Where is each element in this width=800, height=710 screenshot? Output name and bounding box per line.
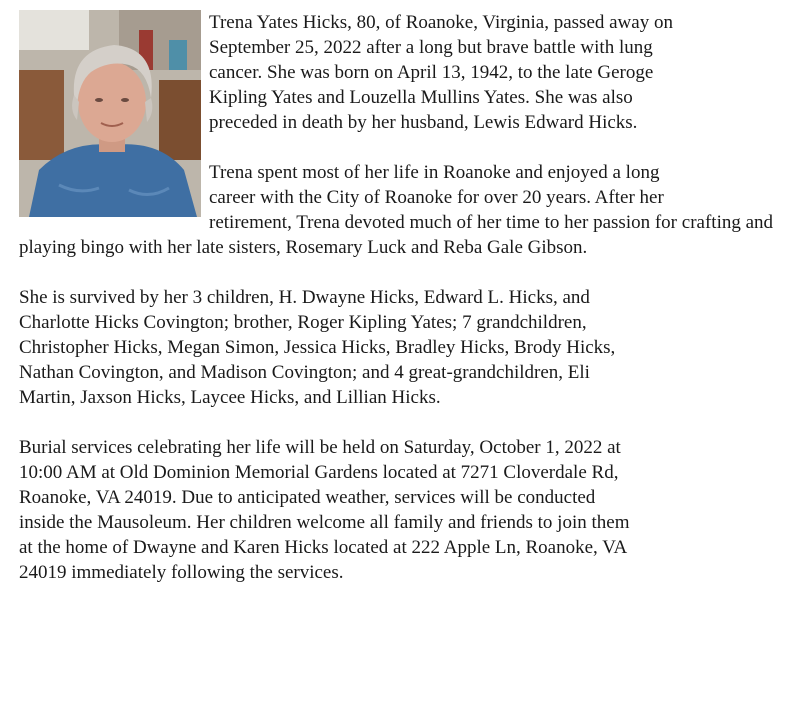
text-line: Trena spent most of her life in Roanoke and enjoyed a long	[209, 162, 660, 183]
text-line: Charlotte Hicks Covington; brother, Roger Kipling Yates; 7 grandchildren,	[19, 312, 587, 333]
paragraph-survivors	[19, 285, 787, 410]
text-line: Burial services celebrating her life will be held on Saturday, October 1, 2022 at	[19, 437, 621, 458]
text-line: Martin, Jaxson Hicks, Laycee Hicks, and Lillian Hicks.	[19, 387, 441, 408]
portrait-photo	[19, 10, 201, 217]
portrait-image	[19, 10, 201, 217]
text-line: retirement, Trena devoted much of her time to her passion for crafting and	[209, 212, 774, 233]
text-line: at the home of Dwayne and Karen Hicks located at 222 Apple Ln, Roanoke, VA	[19, 537, 628, 558]
text-line: Roanoke, VA 24019. Due to anticipated weather, services will be conducted	[19, 487, 596, 508]
text-line: playing bingo with her late sisters, Rosemary Luck and Reba Gale Gibson.	[19, 237, 588, 258]
text-line: September 25, 2022 after a long but brave battle with lung	[209, 37, 653, 58]
text-line: preceded in death by her husband, Lewis Edward Hicks.	[209, 112, 638, 133]
obituary	[19, 10, 787, 610]
text-line: career with the City of Roanoke for over 20 years. After her	[209, 187, 664, 208]
text-line: inside the Mausoleum. Her children welcome all family and friends to join them	[19, 512, 630, 533]
text-line: 24019 immediately following the services.	[19, 562, 344, 583]
text-line: 10:00 AM at Old Dominion Memorial Gardens located at 7271 Cloverdale Rd,	[19, 462, 619, 483]
paragraph-services	[19, 435, 787, 585]
text-line: Trena Yates Hicks, 80, of Roanoke, Virginia, passed away on	[209, 12, 673, 33]
text-line: cancer. She was born on April 13, 1942, to the late Geroge	[209, 62, 654, 83]
text-line: Nathan Covington, and Madison Covington; and 4 great-grandchildren, Eli	[19, 362, 590, 383]
text-line: She is survived by her 3 children, H. Dwayne Hicks, Edward L. Hicks, and	[19, 287, 590, 308]
text-line: Kipling Yates and Louzella Mullins Yates. She was also	[209, 87, 633, 108]
text-line: Christopher Hicks, Megan Simon, Jessica Hicks, Bradley Hicks, Brody Hicks,	[19, 337, 616, 358]
